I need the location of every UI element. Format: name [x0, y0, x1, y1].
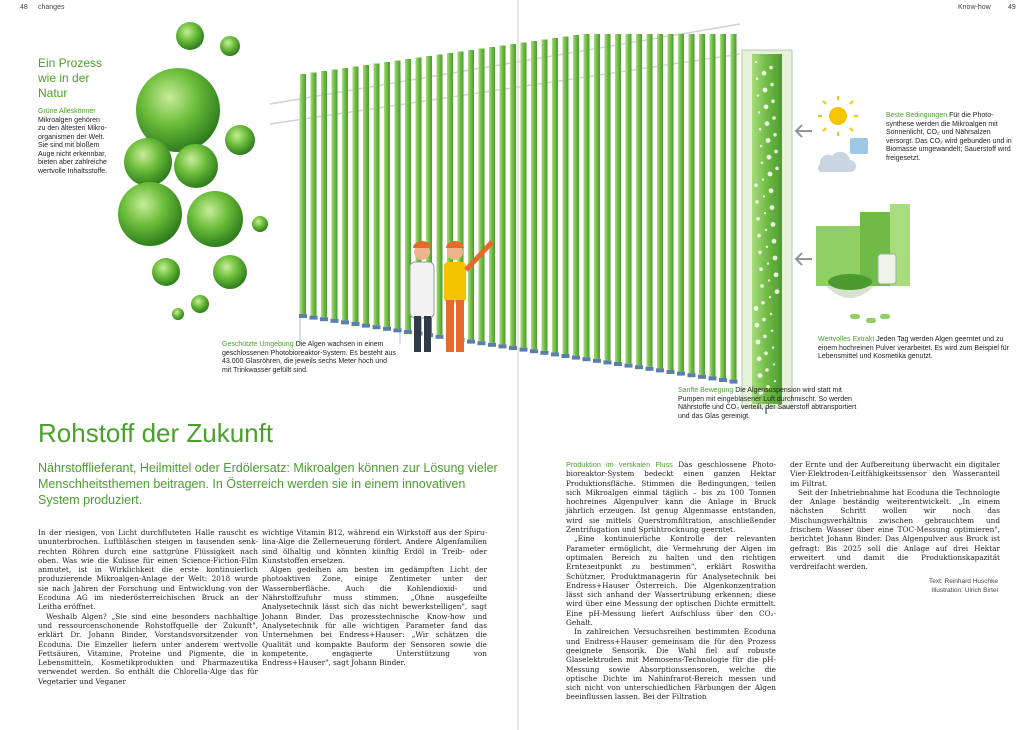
glass-tube: [521, 43, 527, 348]
air-bubble: [757, 356, 762, 361]
air-bubble: [756, 217, 760, 221]
tube-cap: [373, 325, 381, 329]
air-bubble: [775, 167, 779, 171]
tube-cap: [488, 343, 496, 347]
air-bubble: [769, 66, 773, 70]
glass-tube: [342, 68, 348, 320]
tube-cap: [394, 328, 402, 332]
air-bubble: [772, 346, 774, 348]
article-column-4: [790, 460, 1000, 572]
air-bubble: [770, 313, 772, 315]
process-title-line2: wie in der: [38, 71, 90, 85]
air-bubble: [755, 200, 759, 204]
tube-cap: [467, 340, 475, 344]
paragraph: der Ernte und der Aufbereitung überwacht ein digitaler Vier-Elektroden-Leitfähigkeitssensor den Wasseranteil im Filtrat.: [790, 460, 1000, 488]
air-bubble: [769, 188, 774, 193]
glass-tube: [636, 34, 642, 365]
caption-environment: [222, 341, 397, 375]
air-bubble: [770, 83, 774, 87]
tube-cap: [709, 376, 717, 380]
glass-tube: [720, 34, 726, 378]
algae-cells: [118, 22, 268, 320]
glass-tube: [605, 34, 611, 360]
glass-tube: [563, 37, 569, 355]
tube-cap: [583, 357, 591, 361]
glass-tube: [594, 34, 600, 359]
product-icon: [816, 204, 910, 323]
tube-cap: [604, 360, 612, 364]
air-bubble: [764, 212, 766, 214]
glass-tube: [321, 71, 327, 317]
tube-cap: [646, 367, 654, 371]
glass-tube: [573, 35, 579, 356]
tube-cap: [635, 365, 643, 369]
air-bubble: [768, 279, 770, 281]
section-label-left: changes: [38, 4, 65, 11]
tube-cap: [436, 335, 444, 339]
tube-cap: [667, 370, 675, 374]
caption-conditions-text: Für die Photosynthese werden die Mikroalgen mit Sonnenlicht, CO₂ und Nährsalzen versorgt. Das CO₂ wird gebunden und in Biomasse umgewandelt; Sauerstoff wird freigesetzt.: [886, 112, 1012, 162]
air-bubble: [767, 155, 772, 160]
glass-tube: [395, 61, 401, 329]
air-bubble: [771, 330, 773, 332]
air-bubble: [764, 104, 769, 109]
glass-tube: [468, 50, 474, 340]
air-bubble: [761, 301, 765, 305]
caption-movement-text: Die Algensuspension wird statt mit Pumpen mit eingeblasener Luft durchmischt. So werden Nährstoffe und CO₂ verteilt, der Sauerstoff abtransportiert und das Glas gereinigt.: [678, 387, 857, 420]
tube-cap: [404, 330, 412, 334]
paragraph: Weshalb Algen? „Sie sind eine besonders nachhaltige und ressourcenschonende Rohstoffquelle der Zukunft", erklärt Dr. Johann Binder, Vorstandsvorsitzender von Ecoduna. Die Einzeller liefern unter anderem wertvolle Fettsäuren, Vitamine, Proteine und Pigmente, die in Lebensmitteln, Kosmetikprodukten und Pharmazeutika verwendet werden. So enthält die Chlorella-Alge das für Vegetarier und Veganer: [38, 611, 258, 686]
article-column-3: [566, 460, 776, 702]
tube-cap: [677, 372, 685, 376]
glass-tube: [437, 55, 443, 335]
glass-tube: [668, 34, 674, 370]
air-bubble: [754, 306, 759, 311]
air-bubble: [767, 262, 769, 264]
tube-cap: [572, 356, 580, 360]
tube-cap: [614, 362, 622, 366]
caption-environment-text: Die Algen wachsen in einem geschlossenen Photobioreaktor-System. Es besteht aus 43.000 Glasröhren, die jeweils sechs Meter hoch und mit Trinkwasser gefüllt sind.: [222, 341, 396, 374]
caption-algae-label: Grüne Alleskönner: [38, 108, 96, 115]
article-lead: Nährstofflieferant, Heilmittel oder Erdölersatz: Mikroalgen können zur Lösung vieler Menschheitsthemen beitragen. In Österreich werden sie in einem innovativen System produziert.: [38, 461, 498, 507]
air-bubble: [775, 289, 780, 294]
article-column-1: [38, 528, 258, 686]
air-bubble: [768, 172, 773, 177]
paragraph: wichtige Vitamin B12, während ein Wirkstoff aus der Spirulina-Alge die Zellerneuerung fördert. Andere Algenfamilien sind ölhaltig und könnten künftig Erdöl in Treib- oder Kunststoffen ersetzen.: [262, 528, 487, 565]
tube-cap: [383, 327, 391, 331]
air-bubble: [755, 61, 757, 63]
credit-illustration: Illustration: Ulrich Birtel: [931, 586, 998, 594]
paragraph: „Eine kontinuierliche Kontrolle der relevanten Parameter ermöglicht, die Vermehrung der Algen im optimalen Bereich zu halten und den richtigen Ernteзeitpunkt zu bestimmen", erklärt Roswitha Schützner, Produktmanagerin für Analysetechnik bei Endress+Hauser Österreich. Die Algenkonzentration lässt sich anhand der Wassertrübung erkennen; diese wird über eine Messung der optischen Dichte ermittelt. Eine pH-Messung liefert Aufschluss über den CO₂-Gehalt.: [566, 534, 776, 628]
process-title-line1: Ein Prozess: [38, 56, 103, 70]
air-bubble: [762, 71, 767, 76]
tube-cap: [509, 346, 517, 350]
caption-environment-label: Geschützte Umgebung: [222, 341, 294, 348]
glass-tube: [353, 67, 359, 323]
glass-tube: [384, 62, 390, 327]
glass-tube: [500, 46, 506, 345]
air-bubble: [758, 373, 763, 378]
tube-cap: [362, 324, 370, 328]
process-title-line3: Natur: [38, 86, 68, 100]
tube-cap: [562, 354, 570, 358]
air-bubble: [759, 128, 761, 130]
air-bubble: [757, 94, 759, 96]
caption-extract-label: Wertvolles Extrakt: [818, 336, 875, 343]
air-bubble: [769, 296, 771, 298]
page-number-left: 48: [20, 4, 28, 11]
glass-tube: [626, 34, 632, 364]
tube-cap: [730, 380, 738, 384]
air-bubble: [774, 380, 776, 382]
page-number-right: 49: [1008, 4, 1016, 11]
air-bubble: [756, 340, 761, 345]
paragraph: Seit der Inbetriebnahme hat Ecoduna die Technologie der Anlage beständig weiterentwickelt. „In einem nächsten Schritt wollen wir noch das Mischungsverhältnis zwischen gebrauchtem und frischem Wasser über eine TOC-Messung optimieren", berichtet Johann Binder. Das Algenpulver aus Bruck ist gefragt: Bis 2025 soll die Anlage auf drei Hektar erweitert und damit die Produktionskapazität verdreifacht werden.: [790, 487, 1000, 572]
credits: [880, 578, 998, 595]
air-bubble: [765, 121, 770, 126]
air-bubble: [762, 178, 764, 180]
caption-algae-text: Mikroalgen gehören zu den ältesten Mikroorganismen der Welt. Sie sind mit bloßem Auge nicht erkennbar, bieten aber zahlreiche wertvolle Inhaltsstoffe.: [38, 116, 108, 175]
paragraph: Algen gedeihen am besten im gedämpften Licht der photoaktiven Zone, einige Zentimeter unter der Wasseroberfläche. Auch die Kohlendioxid- und Nährstoffzufuhr muss stimmen. „Ohne ausgefeilte Analysetechnik lässt sich das nicht bewerkstelligen", sagt Johann Binder. Das prozesstechnische Know-how und Analysetechnik für alle wichtigen Parameter fand das Unternehmen bei Endress+Hauser: „Wir schätzen die Qualität und kompakte Bauform der Sensoren sowie die kompetente, engagierte Unterstützung von Endress+Hauser", sagt Johann Binder.: [262, 565, 487, 668]
air-bubble: [757, 234, 761, 238]
glass-tube: [699, 34, 705, 375]
sun-icon: [818, 96, 868, 172]
caption-movement-label: Sanfte Bewegung: [678, 387, 734, 394]
air-bubble: [761, 162, 763, 164]
glass-tube: [300, 74, 306, 314]
tube-cap: [625, 364, 633, 368]
caption-extract: [818, 336, 1024, 362]
tube-cap: [698, 375, 706, 379]
air-bubble: [762, 318, 766, 322]
tube-cap: [331, 319, 339, 323]
tube-cap: [478, 341, 486, 345]
air-bubble: [758, 111, 760, 113]
glass-tube: [542, 40, 548, 351]
tube-cap: [530, 349, 538, 353]
glass-tube: [689, 34, 695, 373]
air-bubble: [773, 133, 777, 137]
air-bubble: [773, 363, 775, 365]
caption-conditions-label: Beste Bedingungen: [886, 112, 948, 119]
air-bubble: [765, 229, 767, 231]
air-bubble: [763, 88, 768, 93]
air-bubble: [759, 267, 763, 271]
glass-tube: [332, 70, 338, 319]
glass-tube: [510, 44, 516, 346]
credit-text: Text: Reinhard Huschke: [928, 578, 998, 585]
article-title: Rohstoff der Zukunft: [38, 418, 274, 448]
air-bubble: [760, 284, 764, 288]
tube-cap: [593, 359, 601, 363]
air-bubble: [765, 368, 769, 372]
tube-cap: [299, 314, 307, 318]
paragraph: Das geschlossene Photobioreaktor-System bedeckt einen ganzen Hektar Produktionsfläche. Stimmen die Bedingungen, teilen sich Mikroalgen einmal täglich – bis zu 100 Tonnen hochreines Algenpulver kann die Anlage in Bruck jährlich erzeugen. Ist genug Algenmasse entstanden, wird sie mittels Querstromfiltration, anschließender Zentrifugation und Sprühtrocknung geerntet.: [566, 460, 776, 535]
air-bubble: [766, 246, 768, 248]
glass-tube: [710, 34, 716, 376]
tube-cap: [341, 320, 349, 324]
air-bubble: [756, 78, 758, 80]
tube-cap: [656, 368, 664, 372]
tube-cap: [352, 322, 360, 326]
air-bubble: [754, 183, 758, 187]
tube-cap: [688, 373, 696, 377]
air-bubble: [758, 251, 762, 255]
caption-conditions: [886, 112, 1018, 163]
air-bubble: [766, 138, 771, 143]
glass-tube: [374, 64, 380, 326]
tube-detail: [742, 50, 812, 414]
tube-cap: [719, 378, 727, 382]
air-bubble: [771, 222, 776, 227]
air-bubble: [774, 150, 778, 154]
paragraph: In der riesigen, von Licht durchfluteten Halle rauscht es ununterbrochen. Luftbläschen steigen in tausenden senkrechten Röhren durch eine sattgrüne Flüssigkeit nach oben. Was wie die Kulisse für einen Science-Fiction-Film anmutet, ist in Wirklichkeit die erste kontinuierlich produzierende Mikroalgen-Anlage der Welt: 2018 wurde sie nach Jahren der Forschung und Entwicklung von der Ecoduna AG im niederösterreichischen Bruck an der Leitha eröffnet.: [38, 528, 258, 612]
air-bubble: [763, 335, 767, 339]
subheading: Produktion im vertikalen Fluss: [566, 460, 673, 469]
paragraph: In zahlreichen Versuchsreihen bestimmten Ecoduna und Endress+Hauser gemeinsam die für den Prozess geeignete Sensorik. Die Wahl fiel auf robuste Glaselektroden mit Memosens-Technologie für die pH-Messung sowie Absorptionssensoren, welche die optische Dichte im Nahinfrarot-Bereich messen und sich nicht von unterschiedlichen Färbungen der Algen beeinflussen lassen. Bei der Filtration: [566, 627, 776, 702]
glass-tube: [678, 34, 684, 372]
tube-cap: [541, 351, 549, 355]
glass-tube: [731, 34, 737, 380]
section-label-right: Know-how: [958, 4, 991, 11]
glass-tube: [647, 34, 653, 367]
caption-movement: [678, 387, 858, 421]
caption-extract-text: Jeden Tag werden Algen geerntet und zu einem hochreinen Pulver verarbeitet. Es wird zum Beispiel für Lebensmittel und Kosmetika genutzt.: [818, 336, 1010, 360]
tube-cap: [320, 317, 328, 321]
article-column-2: [262, 528, 487, 667]
glass-tube: [363, 65, 369, 324]
air-bubble: [770, 205, 775, 210]
tube-cap: [520, 348, 528, 352]
air-bubble: [764, 351, 768, 355]
air-bubble: [760, 145, 762, 147]
air-bubble: [773, 256, 778, 261]
glass-tube: [531, 41, 537, 349]
glass-tube: [479, 49, 485, 342]
glass-tube: [552, 38, 558, 352]
process-title: [38, 56, 102, 101]
glass-tube: [311, 73, 317, 316]
tube-cap: [551, 352, 559, 356]
air-bubble: [772, 116, 776, 120]
tube-cap: [499, 344, 507, 348]
glass-tube: [657, 34, 663, 368]
air-bubble: [763, 195, 765, 197]
glass-tube: [489, 47, 495, 343]
glass-tube: [615, 34, 621, 362]
tube-cap: [310, 316, 318, 320]
air-bubble: [774, 272, 779, 277]
air-bubble: [772, 239, 777, 244]
glass-tube: [584, 34, 590, 357]
air-bubble: [771, 99, 775, 103]
air-bubble: [755, 323, 760, 328]
caption-algae: [38, 108, 108, 176]
